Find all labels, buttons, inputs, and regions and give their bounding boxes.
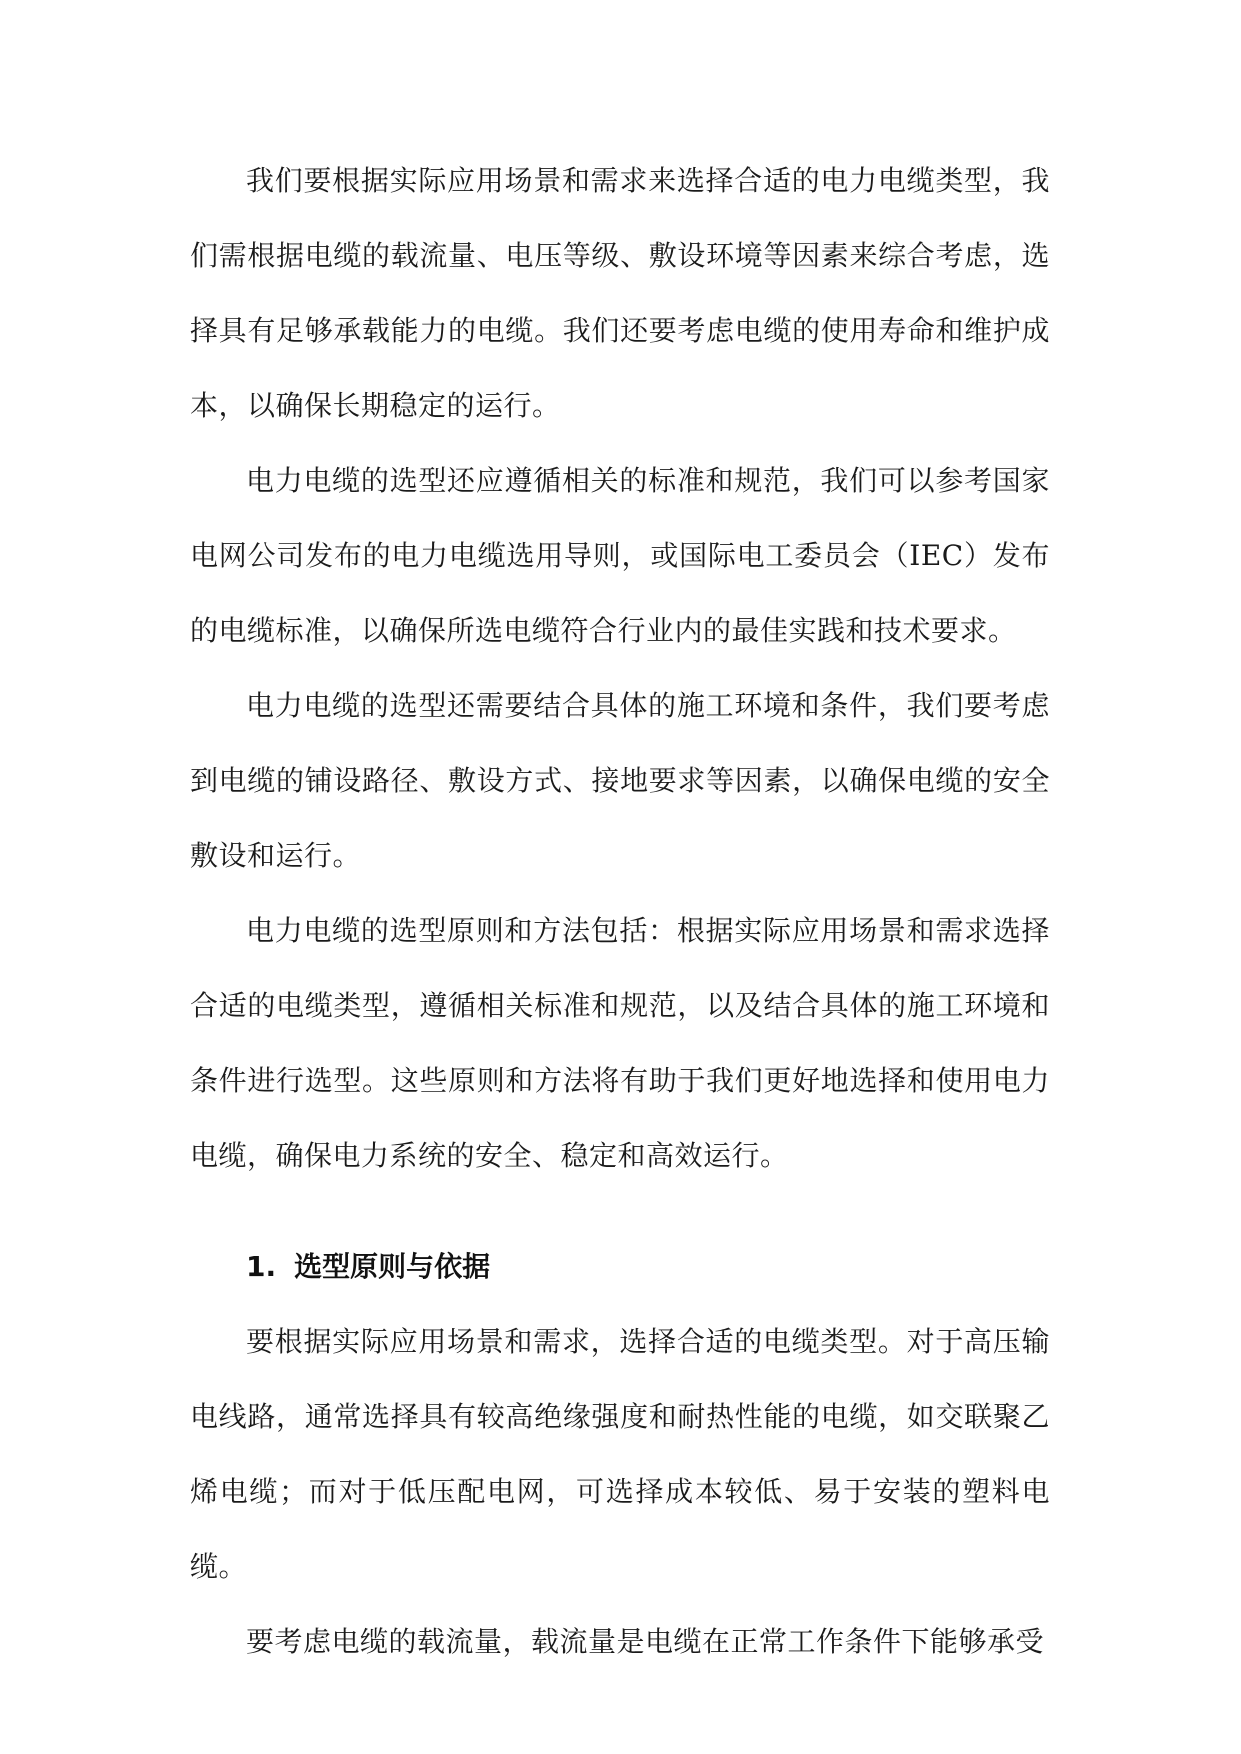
section-number: 1.: [246, 1250, 277, 1283]
paragraph-construction-environment: 电力电缆的选型还需要结合具体的施工环境和条件，我们要考虑到电缆的铺设路径、敷设方式、接地要求等因素，以确保电缆的安全敷设和运行。: [190, 689, 1050, 872]
section-heading: [190, 1229, 1050, 1304]
paragraph-summary: 电力电缆的选型原则和方法包括：根据实际应用场景和需求选择合适的电缆类型，遵循相关标准和规范，以及结合具体的施工环境和条件进行选型。这些原则和方法将有助于我们更好地选择和使用电力电缆，确保电力系统的安全、稳定和高效运行。: [190, 914, 1050, 1172]
section-title: 选型原则与依据: [294, 1250, 491, 1283]
paragraph-standards: 电力电缆的选型还应遵循相关的标准和规范，我们可以参考国家电网公司发布的电力电缆选用导则，或国际电工委员会（IEC）发布的电缆标准，以确保所选电缆符合行业内的最佳实践和技术要求。: [190, 464, 1050, 647]
paragraph-ampacity: 要考虑电缆的载流量，载流量是电缆在正常工作条件下能够承受: [246, 1625, 1045, 1658]
paragraph-cable-type-selection: 我们要根据实际应用场景和需求来选择合适的电力电缆类型，我们需根据电缆的载流量、电压等级、敷设环境等因素来综合考虑，选择具有足够承载能力的电缆。我们还要考虑电缆的使用寿命和维护成本，以确保长期稳定的运行。: [190, 164, 1050, 422]
document-body: [190, 143, 1050, 1679]
paragraph-voltage-cable-types: 要根据实际应用场景和需求，选择合适的电缆类型。对于高压输电线路，通常选择具有较高绝缘强度和耐热性能的电缆，如交联聚乙烯电缆；而对于低压配电网，可选择成本较低、易于安装的塑料电缆。: [190, 1325, 1050, 1583]
